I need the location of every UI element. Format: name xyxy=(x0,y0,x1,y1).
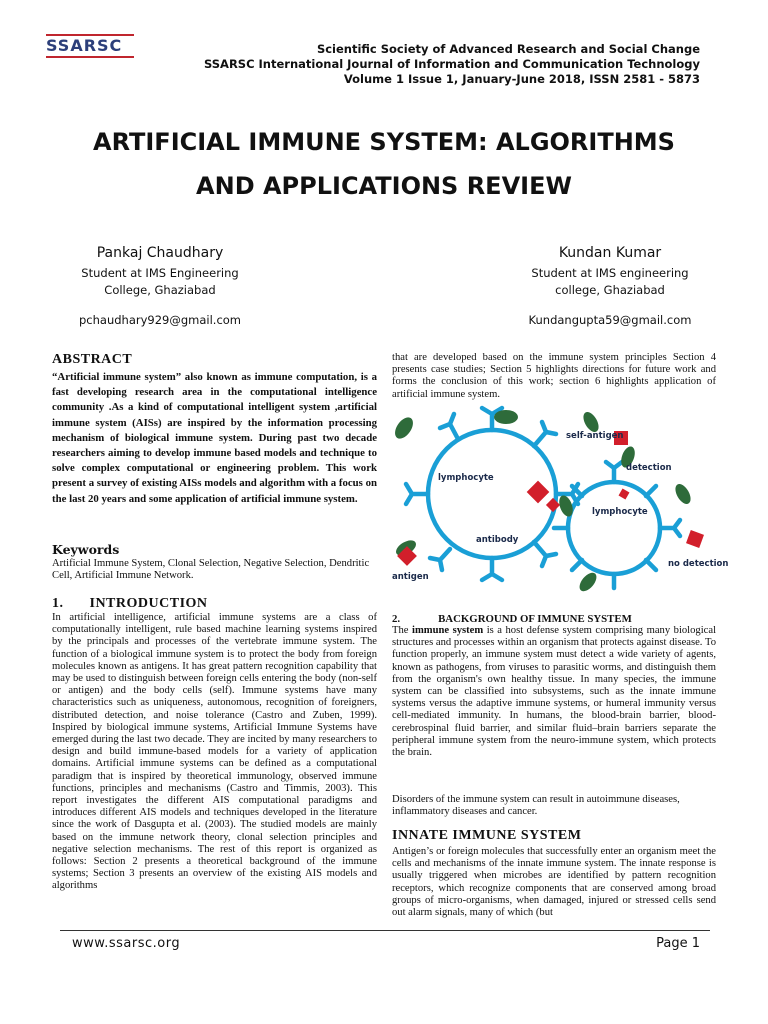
title-line-1: ARTIFICIAL IMMUNE SYSTEM: ALGORITHMS xyxy=(93,128,675,156)
abstract-heading: ABSTRACT xyxy=(52,352,133,367)
author-name: Pankaj Chaudhary xyxy=(96,245,224,261)
logo-bar-bottom xyxy=(46,56,134,58)
section-number: 2. xyxy=(392,613,401,625)
author-block-1 xyxy=(60,244,260,328)
paper-title xyxy=(0,120,768,208)
section-title: INTRODUCTION xyxy=(89,596,208,611)
intro-continued-text: that are developed based on the immune system principles Section 4 presents case studies; Section 5 highlights directions for future work and forms the conclusion of this work; section 6 highlights application of artificial immune system. xyxy=(392,352,716,400)
antigen-icon xyxy=(527,481,550,504)
innate-heading: INNATE IMMUNE SYSTEM xyxy=(392,828,582,843)
footer-site-link[interactable]: www.ssarsc.org xyxy=(72,936,181,951)
volume-info: Volume 1 Issue 1, January-June 2018, ISSN 2581 - 5873 xyxy=(343,72,700,86)
lead-word: The xyxy=(392,625,409,636)
antigen-icon xyxy=(619,489,630,500)
author-affiliation: Student at IMS engineering xyxy=(531,266,689,280)
label-self-antigen: self-antigen xyxy=(566,431,624,441)
author-affiliation-2: college, Ghaziabad xyxy=(555,282,665,297)
journal-name: SSARSC International Journal of Information and Communication Technology xyxy=(204,57,700,71)
title-line-2: AND APPLICATIONS REVIEW xyxy=(196,172,572,200)
keywords-text: Artificial Immune System, Clonal Selection, Negative Selection, Dendritic Cell, Artificial Immune Network. xyxy=(52,558,370,582)
label-detection: detection xyxy=(626,463,672,473)
self-antigen-icon xyxy=(494,410,518,424)
self-antigen-icon xyxy=(391,414,416,442)
footer-divider xyxy=(60,930,710,931)
author-affiliation: Student at IMS Engineering xyxy=(81,266,239,280)
label-antigen: antigen xyxy=(392,572,429,582)
background-text xyxy=(392,625,716,759)
keywords-heading: Keywords xyxy=(52,542,120,557)
journal-logo xyxy=(46,34,136,60)
abstract-text: “Artificial immune system” also known as immune computation, is a fast developing research area in the computational intelligence community .As a kind of computational intelligent system ,artificial immune system (AISs) are inspired by the information processing mechanism of biological immune system. During past two decade researchers aiming to develop immune based models and technique to solve complex computational or engineering problem. This work present a survey of existing AISs models and algorithm with a focus on the last 20 years and some application of artificial immune system. xyxy=(52,371,377,505)
page-number: Page 1 xyxy=(656,936,700,951)
self-antigen-icon xyxy=(672,481,693,506)
introduction-text: In artificial intelligence, artificial immune systems are a class of computationally intelligent, rule based machine learning systems inspired by the principals and processes of the vertebrate immune system. The function of a biological immune system is to protect the body from foreign molecules known as antigens. It has great pattern recognition capability that may be used to distinguish between foreign cells entering the body (non-self or antigen) and the body cells (self). Immune systems have many characteristics such as uniqueness, autonomous, recognition of foreigners, distributed detection, and noise tolerance (Castro and Zuben, 1999). Inspired by biological immune systems, Artificial Immune Systems have emerged during the last two decade. They are incited by many researchers to design and build immune-based models for a variety of application domains. Artificial immune systems can be defined as a computational paradigm that is inspired by theoretical immunology, observed immune functions, principles and mechanisms (Castro and Timmis, 2003). This report investigates the different AIS computational paradigms and introduces different AIS models and techniques developed in the literature since the work of Dasgupta et al. (2003). The studied models are mainly based on the immune network theory, clonal selection principles and negative selection mechanisms. The rest of this report is organized as follows: Section 2 presents a theoretical background of the immune systems; Section 3 presents an overview of the existing AIS models and algorithms xyxy=(52,612,377,892)
author-email[interactable]: Kundangupta59@gmail.com xyxy=(528,313,692,327)
author-block-2 xyxy=(510,244,710,328)
section-title: BACKGROUND OF IMMUNE SYSTEM xyxy=(438,613,632,625)
logo-text: SSARSC xyxy=(46,36,123,55)
innate-text: Antigen’s or foreign molecules that successfully enter an organism meet the cells and mechanisms of the innate immune system. The innate response is usually triggered when microbes are identified by pattern recognition receptors, which recognize components that are conserved among broad groups of micro-organisms, when damaged, injured or stressed cells send out alarm signals, many of which (but xyxy=(392,846,716,919)
section-number: 1. xyxy=(52,596,64,611)
label-antibody: antibody xyxy=(476,535,519,545)
author-email[interactable]: pchaudhary929@gmail.com xyxy=(78,313,242,327)
receptor-icon xyxy=(406,408,578,580)
author-affiliation-2: College, Ghaziabad xyxy=(104,282,216,297)
antigen-icon xyxy=(686,530,704,548)
background-paragraph-2: Disorders of the immune system can result in autoimmune diseases, inflammatory diseases and cancer. xyxy=(392,794,680,818)
introduction-heading xyxy=(52,594,377,612)
journal-header xyxy=(204,42,700,87)
lead-term: immune system xyxy=(412,625,484,636)
society-name: Scientific Society of Advanced Research and Social Change xyxy=(316,42,700,56)
self-antigen-icon xyxy=(576,570,599,595)
background-paragraph-1: is a host defense system comprising many biological structures and processes within an organism that protects against disease. To function properly, an immune system must detect a wide variety of agents, known as pathogens, from viruses to parasitic worms, and distinguish them from the organism's own healthy tissue. In many species, the immune system can be classified into subsystems, such as the innate immune systems versus the adaptive immune systems, or humeral immunity versus cell-mediated immunity. In humans, the blood-brain barrier, blood-cerebrospinal fluid barrier, and similar fluid–brain barriers separate the peripheral immune system from the neuro-immune system, which protects the brain. xyxy=(392,625,717,759)
author-name: Kundan Kumar xyxy=(558,245,662,261)
label-no-detection: no detection xyxy=(668,559,729,569)
label-lymphocyte: lymphocyte xyxy=(592,507,648,517)
immune-system-figure xyxy=(388,402,729,598)
label-lymphocyte: lymphocyte xyxy=(438,473,494,483)
